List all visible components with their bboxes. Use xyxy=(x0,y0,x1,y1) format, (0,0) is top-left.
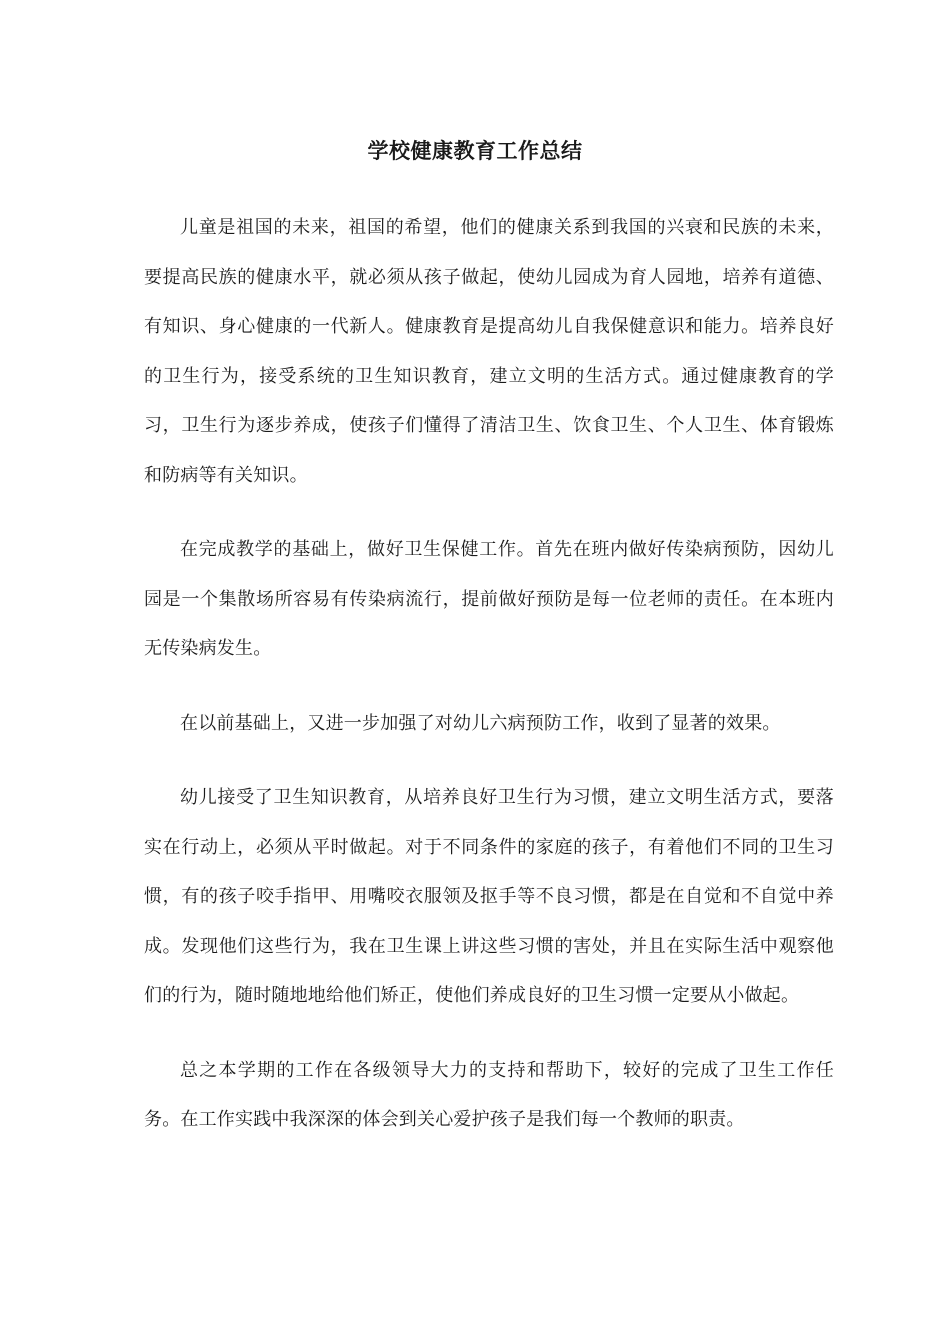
document-title: 学校健康教育工作总结 xyxy=(367,139,583,163)
paragraph-3: 在以前基础上，又进一步加强了对幼儿六病预防工作，收到了显著的效果。 xyxy=(180,712,781,734)
paragraph-5: 总之本学期的工作在各级领导大力的支持和帮助下，较好的完成了卫生工作任务。在工作实践中我深深的体会到关心爱护孩子是我们每一个教师的职责。 xyxy=(144,1059,834,1130)
paragraph-2: 在完成教学的基础上，做好卫生保健工作。首先在班内做好传染病预防，因幼儿园是一个集散场所容易有传染病流行，提前做好预防是每一位老师的责任。在本班内无传染病发生。 xyxy=(144,539,834,659)
paragraph-4: 幼儿接受了卫生知识教育，从培养良好卫生行为习惯，建立文明生活方式，要落实在行动上，必须从平时做起。对于不同条件的家庭的孩子，有着他们不同的卫生习惯，有的孩子咬手指甲、用嘴咬衣服领及抠手等不良习惯，都是在自觉和不自觉中养成。发现他们这些行为，我在卫生课上讲这些习惯的害处，并且在实际生活中观察他们的行为，随时随地地给他们矫正，使他们养成良好的卫生习惯一定要从小做起。 xyxy=(144,787,834,1006)
document-body xyxy=(144,203,834,1170)
paragraph-1: 儿童是祖国的未来，祖国的希望，他们的健康关系到我国的兴衰和民族的未来，要提高民族的健康水平，就必须从孩子做起，使幼儿园成为育人园地，培养有道德、有知识、身心健康的一代新人。健康教育是提高幼儿自我保健意识和能力。培养良好的卫生行为，接受系统的卫生知识教育，建立文明的生活方式。通过健康教育的学习，卫生行为逐步养成，使孩子们懂得了清洁卫生、饮食卫生、个人卫生、体育锻炼和防病等有关知识。 xyxy=(144,217,834,486)
